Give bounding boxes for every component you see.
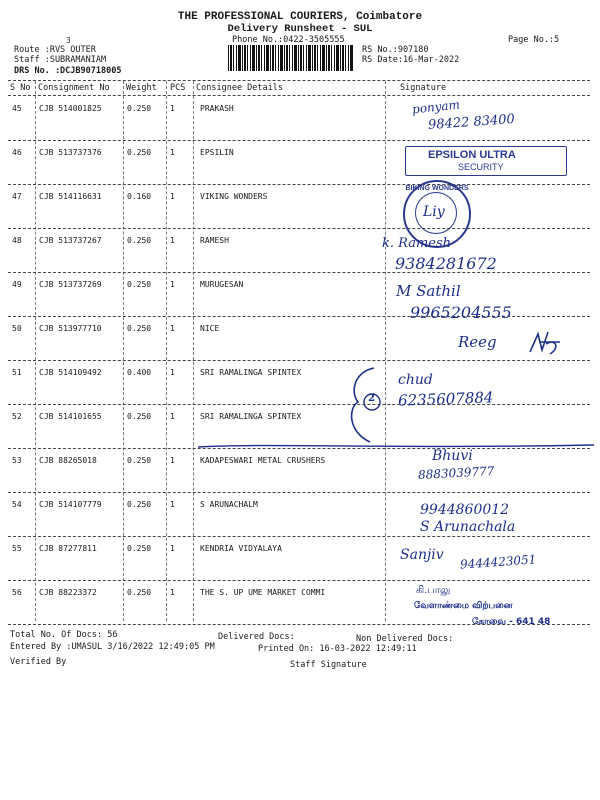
tamil-stamp-line1: கி.பாலு bbox=[416, 585, 451, 596]
signature-phone-row53: 8883039777 bbox=[417, 464, 495, 482]
row-pcs: 1 bbox=[170, 236, 175, 245]
row-pcs: 1 bbox=[170, 148, 175, 157]
table-row bbox=[0, 361, 600, 405]
bracket-note: 2 bbox=[368, 393, 375, 404]
row-consignee: PRAKASH bbox=[200, 104, 234, 113]
row-weight: 0.250 bbox=[127, 236, 152, 245]
staff-label: Staff :SUBRAMANIAM bbox=[14, 55, 107, 65]
stray-mark: 3 bbox=[66, 36, 71, 45]
col-signature: Signature bbox=[400, 83, 447, 93]
epsilon-stamp-line1: EPSILON ULTRA bbox=[428, 149, 516, 161]
row-sno: 52 bbox=[12, 412, 22, 421]
row-sno: 55 bbox=[12, 544, 22, 553]
signature-row49: M Sathil bbox=[396, 282, 461, 300]
row-weight: 0.160 bbox=[127, 192, 152, 201]
signature-row50: Reeg bbox=[458, 333, 497, 351]
row-sno: 50 bbox=[12, 324, 22, 333]
row-consignee: SRI RAMALINGA SPINTEX bbox=[200, 368, 302, 377]
row-pcs: 1 bbox=[170, 412, 175, 421]
row-consignee: KADAPESWARI METAL CRUSHERS bbox=[200, 456, 326, 465]
printed-on: Printed On: 16-03-2022 12:49:11 bbox=[258, 644, 417, 654]
row-sno: 54 bbox=[12, 500, 22, 509]
row-pcs: 1 bbox=[170, 456, 175, 465]
row-rule bbox=[8, 404, 590, 405]
tamil-stamp-line3: கோவை - 641 48 bbox=[472, 617, 551, 627]
table-row bbox=[0, 229, 600, 273]
phone-number: Phone No.:0422-3505555 bbox=[232, 35, 345, 45]
row-rule bbox=[8, 184, 590, 185]
row-pcs: 1 bbox=[170, 368, 175, 377]
entered-by: Entered By :UMASUL 3/16/2022 12:49:05 PM bbox=[10, 642, 215, 652]
row-consignment: CJB 88265018 bbox=[39, 456, 97, 465]
verified-by: Verified By bbox=[10, 657, 67, 667]
staff-signature: Staff Signature bbox=[290, 660, 367, 670]
row-rule bbox=[8, 272, 590, 273]
row-weight: 0.250 bbox=[127, 588, 152, 597]
rs-number: RS No.:907180 bbox=[362, 45, 429, 55]
signature-row54: S Arunachala bbox=[420, 519, 516, 535]
signature-row53: Bhuvi bbox=[432, 448, 473, 464]
row-pcs: 1 bbox=[170, 104, 175, 113]
row-weight: 0.250 bbox=[127, 280, 152, 289]
route-label: Route :RVS OUTER bbox=[14, 45, 96, 55]
row-consignment: CJB 87277811 bbox=[39, 544, 97, 553]
header-rule-top bbox=[8, 80, 590, 81]
drs-number: DRS No. :DCJB90718005 bbox=[14, 66, 122, 76]
epsilon-stamp bbox=[405, 146, 567, 176]
row-weight: 0.250 bbox=[127, 104, 152, 113]
row-consignee: SRI RAMALINGA SPINTEX bbox=[200, 412, 302, 421]
row-sno: 45 bbox=[12, 104, 22, 113]
signature-row45: ponyam bbox=[411, 97, 461, 117]
row-pcs: 1 bbox=[170, 544, 175, 553]
row-consignee: RAMESH bbox=[200, 236, 229, 245]
scribble-row50 bbox=[526, 328, 564, 358]
col-sno: S No bbox=[10, 83, 31, 93]
row-sno: 51 bbox=[12, 368, 22, 377]
row-consignment: CJB 514101655 bbox=[39, 412, 102, 421]
col-weight: Weight bbox=[126, 83, 157, 93]
row-pcs: 1 bbox=[170, 324, 175, 333]
row-weight: 0.250 bbox=[127, 500, 152, 509]
row-weight: 0.250 bbox=[127, 456, 152, 465]
delivered-docs: Delivered Docs: bbox=[218, 632, 295, 642]
epsilon-stamp-line2: SECURITY bbox=[458, 162, 504, 172]
total-docs: Total No. Of Docs: 56 bbox=[10, 630, 118, 640]
signature-row55: Sanjiv bbox=[400, 547, 444, 563]
row-consignment: CJB 513737269 bbox=[39, 280, 102, 289]
barcode bbox=[228, 45, 354, 71]
signature-row48: k. Ramesh bbox=[382, 236, 452, 251]
row-consignment: CJB 513737267 bbox=[39, 236, 102, 245]
row-consignment: CJB 513737376 bbox=[39, 148, 102, 157]
row-consignee: THE S. UP UME MARKET COMMI bbox=[200, 588, 326, 597]
runsheet-title: Delivery Runsheet - SUL bbox=[227, 23, 373, 35]
row-rule bbox=[8, 580, 590, 581]
row-sno: 48 bbox=[12, 236, 22, 245]
row-weight: 0.250 bbox=[127, 148, 152, 157]
row-weight: 0.400 bbox=[127, 368, 152, 377]
row-consignee: KENDRIA VIDYALAYA bbox=[200, 544, 282, 553]
rs-date: RS Date:16-Mar-2022 bbox=[362, 55, 460, 65]
row-consignee: VIKING WONDERS bbox=[200, 192, 268, 201]
row-consignment: CJB 88223372 bbox=[39, 588, 97, 597]
pen-stroke bbox=[196, 436, 596, 446]
company-title: THE PROFESSIONAL COURIERS, Coimbatore bbox=[177, 11, 423, 23]
row-rule bbox=[8, 536, 590, 537]
table-row bbox=[0, 185, 600, 229]
signature-phone-row49: 9965204555 bbox=[410, 303, 512, 322]
row-pcs: 1 bbox=[170, 588, 175, 597]
row-rule bbox=[8, 360, 590, 361]
row-consignment: CJB 514107779 bbox=[39, 500, 102, 509]
row-pcs: 1 bbox=[170, 500, 175, 509]
viking-stamp-signature: Liy bbox=[423, 204, 445, 220]
row-consignment: CJB 514109492 bbox=[39, 368, 102, 377]
row-weight: 0.250 bbox=[127, 544, 152, 553]
row-consignment: CJB 514116631 bbox=[39, 192, 102, 201]
table-row bbox=[0, 317, 600, 361]
row-consignment: CJB 513977710 bbox=[39, 324, 102, 333]
row-weight: 0.250 bbox=[127, 412, 152, 421]
row-sno: 47 bbox=[12, 192, 22, 201]
tamil-stamp-line2: வேளாண்மை விற்பனை bbox=[414, 601, 513, 611]
row-consignee: EPSILIN bbox=[200, 148, 234, 157]
row-pcs: 1 bbox=[170, 280, 175, 289]
row-consignment: CJB 514001825 bbox=[39, 104, 102, 113]
row-consignee: S ARUNACHALM bbox=[200, 500, 258, 509]
signature-row51: chud bbox=[398, 372, 433, 388]
row-rule bbox=[8, 492, 590, 493]
row-pcs: 1 bbox=[170, 192, 175, 201]
row-sno: 56 bbox=[12, 588, 22, 597]
signature-phone-row51: 6235607884 bbox=[397, 388, 494, 410]
table-row bbox=[0, 449, 600, 493]
header-rule-bottom bbox=[8, 95, 590, 96]
col-consignment: Consignment No bbox=[38, 83, 110, 93]
tamil-stamp bbox=[412, 585, 572, 635]
row-rule bbox=[8, 140, 590, 141]
signature-phone-row55: 9444423051 bbox=[459, 552, 537, 572]
row-weight: 0.250 bbox=[127, 324, 152, 333]
row-sno: 46 bbox=[12, 148, 22, 157]
col-consignee: Consignee Details bbox=[196, 83, 283, 93]
row-sno: 49 bbox=[12, 280, 22, 289]
non-delivered-docs: Non Delivered Docs: bbox=[356, 634, 454, 644]
signature-phone-row48: 9384281672 bbox=[395, 254, 497, 273]
row-consignee: NICE bbox=[200, 324, 220, 333]
row-sno: 53 bbox=[12, 456, 22, 465]
col-pcs: PCS bbox=[170, 83, 186, 93]
page-number: Page No.:5 bbox=[508, 35, 560, 45]
row-rule bbox=[8, 228, 590, 229]
row-consignee: MURUGESAN bbox=[200, 280, 244, 289]
signature-phone-row45: 98422 83400 bbox=[427, 111, 516, 134]
signature-phone-row54: 9944860012 bbox=[420, 502, 510, 518]
viking-stamp-ring: BIKING WONDERS bbox=[405, 185, 469, 192]
